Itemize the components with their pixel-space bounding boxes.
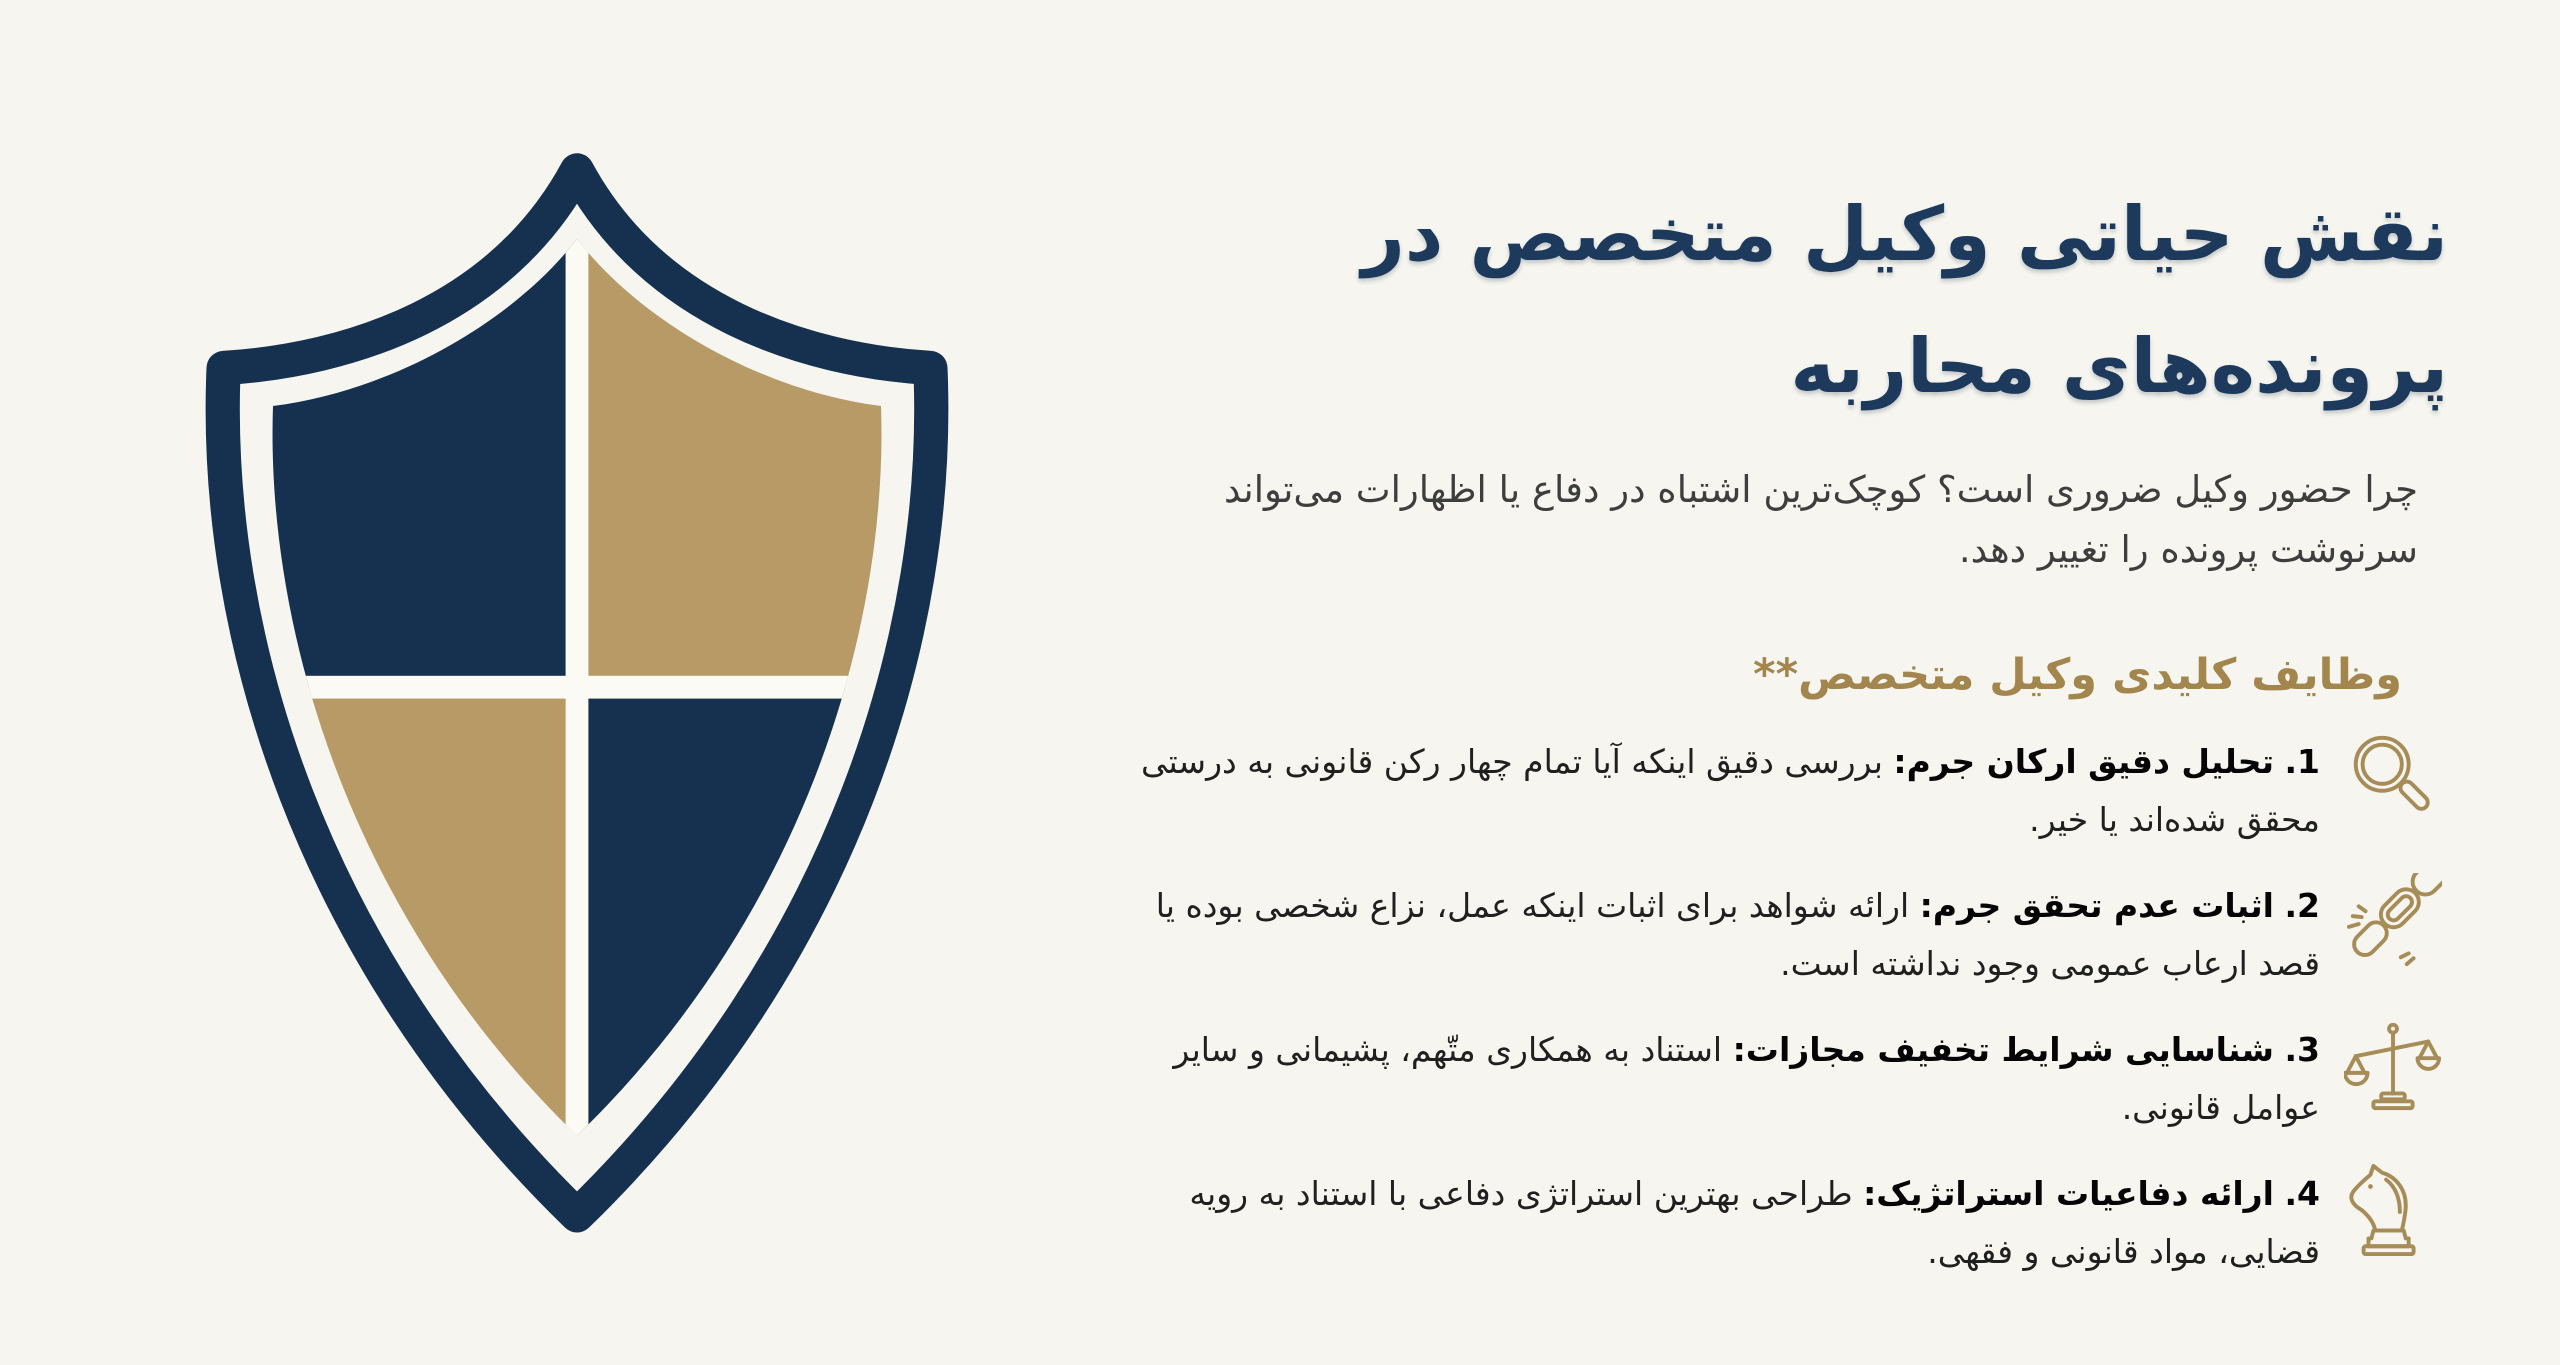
page-subtitle-line-1: چرا حضور وکیل ضروری است؟ کوچک‌ترین اشتباه در دفاع یا اظهارات می‌تواند	[1223, 468, 2418, 511]
item-description: بررسی دقیق اینکه آیا تمام چهار رکن قانونی به درستی محقق شده‌اند یا خیر.	[1140, 742, 2320, 839]
page-subtitle	[1118, 460, 2418, 580]
list-item-analyze-elements	[1118, 733, 2442, 849]
item-description: طراحی بهترین استراتژی دفاعی با استناد به رویه قضایی، مواد قانونی و فقهی.	[1189, 1174, 2320, 1271]
list-item-text	[1118, 877, 2320, 993]
broken-chain-icon	[2344, 873, 2442, 971]
list-item-text	[1118, 733, 2320, 849]
item-label: تحلیل دقیق ارکان جرم:	[1893, 742, 2274, 781]
item-number: 3.	[2284, 1030, 2320, 1069]
page-title	[1048, 168, 2448, 432]
task-list	[1118, 733, 2442, 1309]
item-label: شناسایی شرایط تخفیف مجازات:	[1732, 1030, 2274, 1069]
item-label: ارائه دفاعیات استراتژیک:	[1863, 1174, 2274, 1213]
section-heading: وظایف کلیدی وکیل متخصص**	[1753, 650, 2402, 700]
page-subtitle-line-2: سرنوشت پرونده را تغییر دهد.	[1958, 528, 2418, 571]
item-number: 1.	[2284, 742, 2320, 781]
chess-knight-icon	[2344, 1161, 2442, 1259]
magnifying-glass-icon	[2344, 729, 2442, 827]
list-item-text	[1118, 1165, 2320, 1281]
list-item-text	[1118, 1021, 2320, 1137]
list-item-disprove-crime	[1118, 877, 2442, 993]
item-description: استناد به همکاری متّهم، پشیمانی و سایر عوامل قانونی.	[1173, 1030, 2320, 1127]
page-title-line-1: نقش حیاتی وکیل متخصص در	[1361, 190, 2448, 278]
item-number: 4.	[2284, 1174, 2320, 1213]
item-number: 2.	[2284, 886, 2320, 925]
item-label: اثبات عدم تحقق جرم:	[1919, 886, 2274, 925]
list-item-strategic-defense	[1118, 1165, 2442, 1281]
scales-of-justice-icon	[2344, 1017, 2442, 1115]
item-description: ارائه شواهد برای اثبات اینکه عمل، نزاع شخصی بوده یا قصد ارعاب عمومی وجود نداشته است.	[1155, 886, 2320, 983]
page-title-line-2: پرونده‌های محاربه	[1790, 322, 2448, 410]
quartered-shield-icon	[196, 140, 958, 1242]
list-item-mitigation	[1118, 1021, 2442, 1137]
